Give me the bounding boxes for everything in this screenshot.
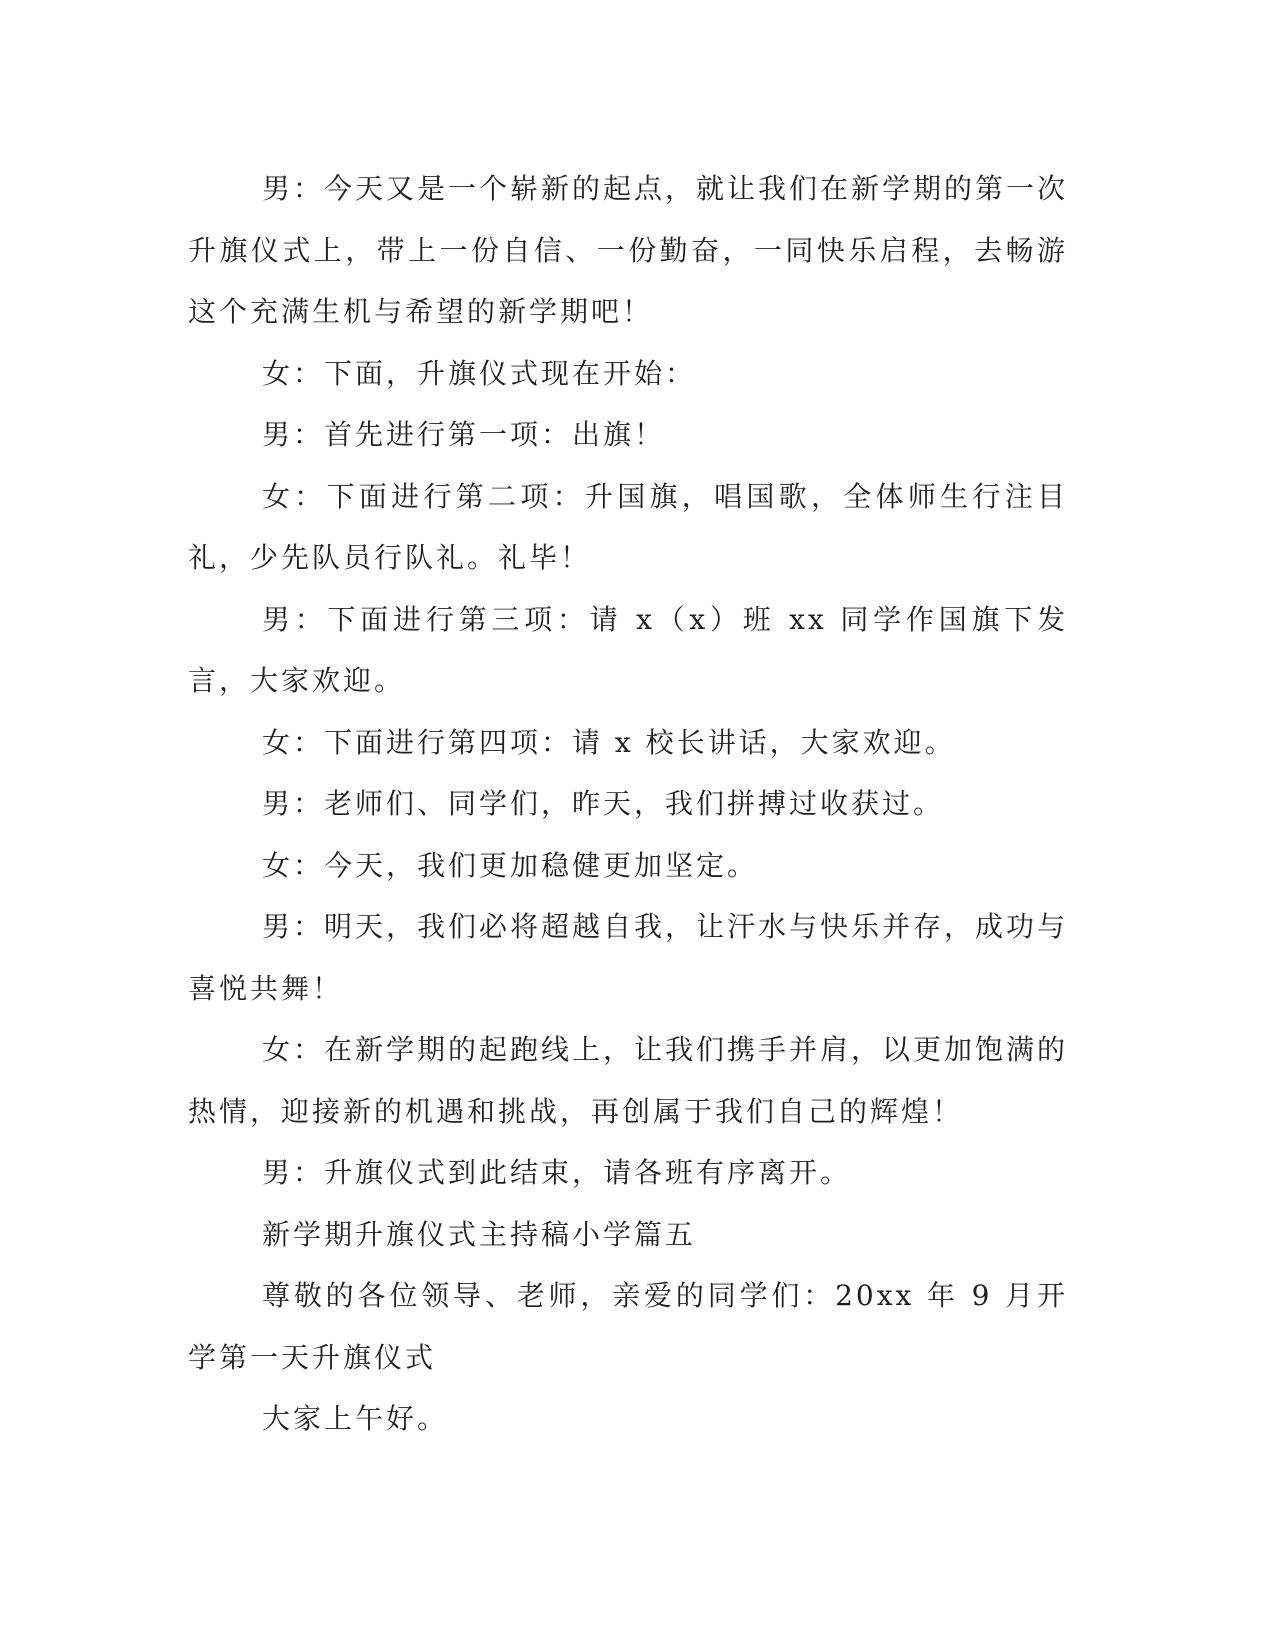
paragraph: 女：下面，升旗仪式现在开始： bbox=[262, 356, 697, 390]
paragraph: 尊敬的各位领导、老师，亲爱的同学们：20xx 年 9 月开学第一天升旗仪式 bbox=[188, 1279, 1068, 1374]
paragraph: 男：明天，我们必将超越自我，让汗水与快乐并存，成功与喜悦共舞！ bbox=[188, 910, 1069, 1005]
section-heading: 新学期升旗仪式主持稿小学篇五 bbox=[262, 1217, 697, 1251]
paragraph: 女：今天，我们更加稳健更加坚定。 bbox=[262, 848, 759, 882]
paragraph: 男：下面进行第三项：请 x（x）班 xx 同学作国旗下发言，大家欢迎。 bbox=[188, 602, 1068, 697]
paragraph: 男：老师们、同学们，昨天，我们拼搏过收获过。 bbox=[262, 787, 945, 820]
paragraph: 女：在新学期的起跑线上，让我们携手并肩，以更加饱满的热情，迎接新的机遇和挑战，再创属于我们自己的辉煌！ bbox=[188, 1033, 1069, 1128]
document-body bbox=[188, 158, 1068, 1450]
paragraph: 女：下面进行第二项：升国旗，唱国歌，全体师生行注目礼，少先队员行队礼。礼毕！ bbox=[188, 479, 1068, 574]
paragraph: 男：今天又是一个崭新的起点，就让我们在新学期的第一次升旗仪式上，带上一份自信、一份勤奋，一同快乐启程，去畅游这个充满生机与希望的新学期吧！ bbox=[188, 172, 1069, 328]
paragraph: 大家上午好。 bbox=[262, 1402, 449, 1435]
paragraph: 男：升旗仪式到此结束，请各班有序离开。 bbox=[262, 1156, 852, 1189]
paragraph: 女：下面进行第四项：请 x 校长讲话，大家欢迎。 bbox=[262, 725, 956, 759]
paragraph: 男：首先进行第一项：出旗！ bbox=[262, 418, 666, 451]
